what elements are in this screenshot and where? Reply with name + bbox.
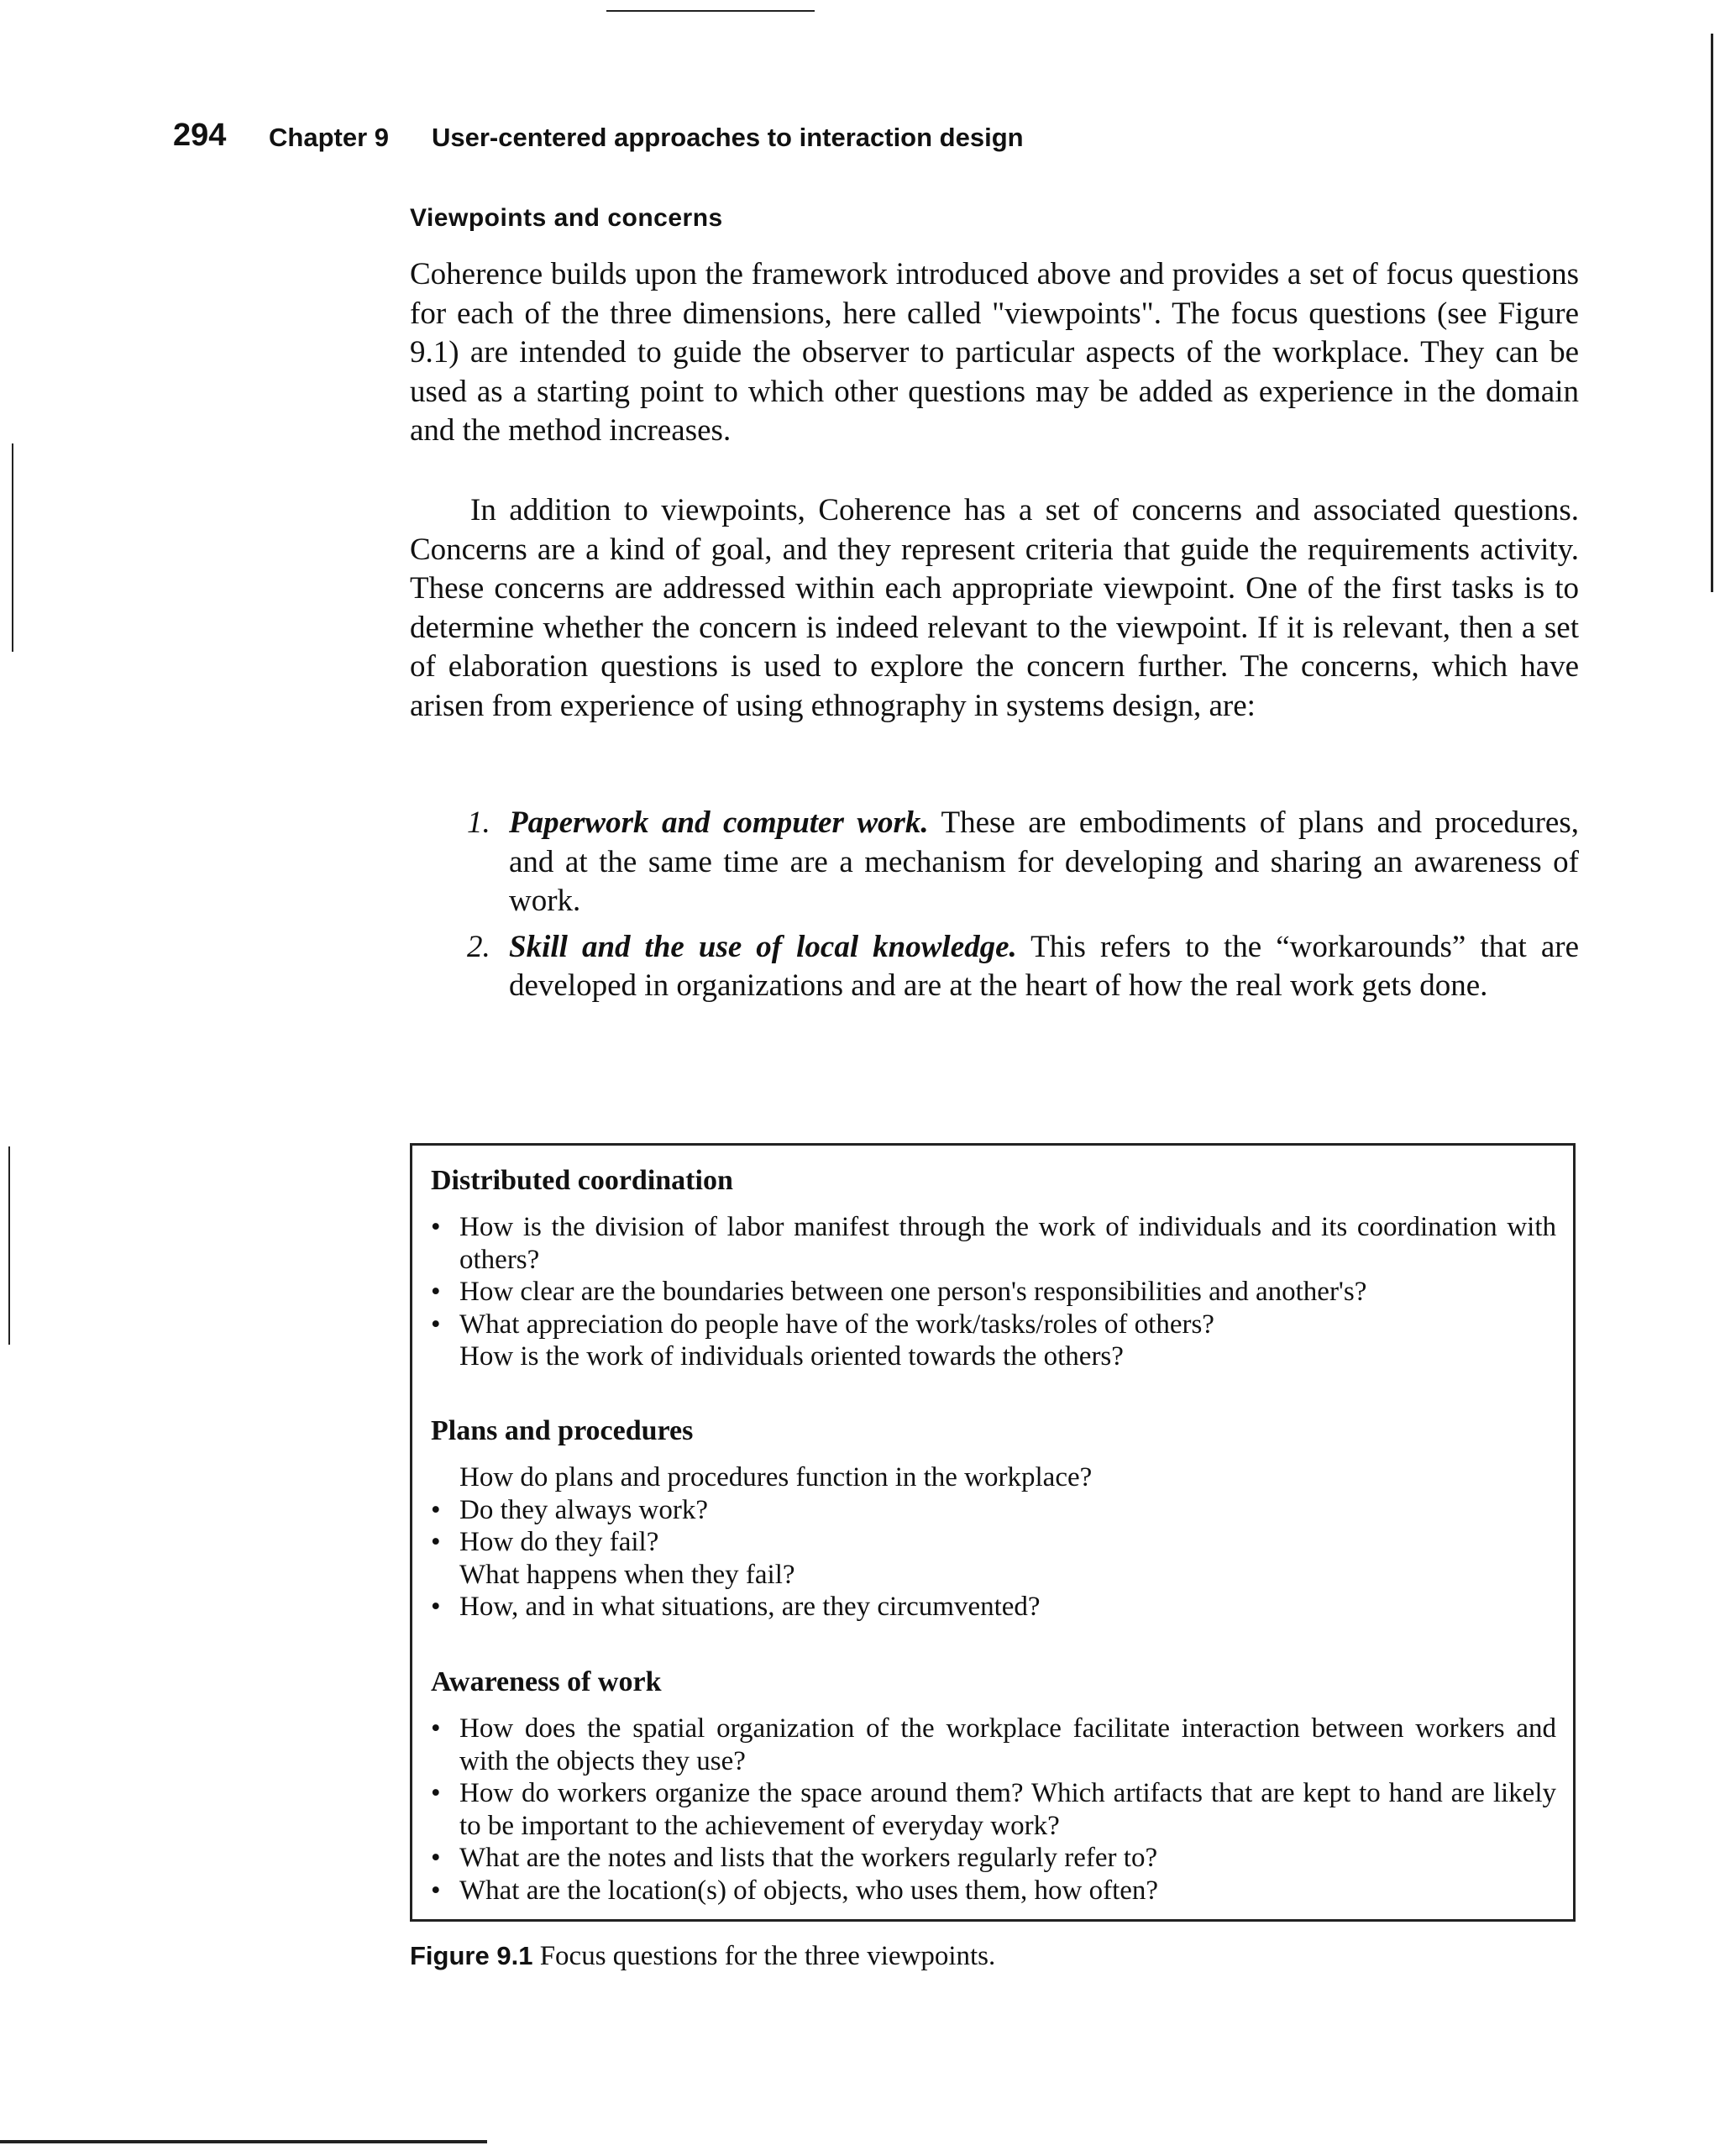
question-text: What appreciation do people have of the work/tasks/roles of others?	[459, 1309, 1214, 1340]
figure-question	[431, 1309, 1556, 1341]
figure-box	[410, 1143, 1576, 1922]
bullet: •	[431, 1527, 441, 1557]
scan-line-left-margin-1	[12, 443, 13, 652]
question-text: How does the spatial organization of the workplace facilitate interaction between workers and with the objects they use?	[459, 1713, 1556, 1776]
figure-question	[431, 1713, 1556, 1777]
figure-section-plans-and-procedures	[431, 1413, 1556, 1624]
figure-question	[431, 1276, 1556, 1309]
figure-question	[431, 1526, 1556, 1559]
figure-section-awareness-of-work	[431, 1664, 1556, 1907]
chapter-title: User-centered approaches to interaction design	[432, 123, 1024, 152]
concern-text: These are embodiments of plans and procedures, and at the same time are a mechanism for developing and sharing an awareness of work.	[509, 805, 1579, 918]
figure-question	[431, 1591, 1556, 1624]
question-text: How, and in what situations, are they circumvented?	[459, 1592, 1041, 1622]
paragraph-concerns: In addition to viewpoints, Coherence has a set of concerns and associated questions. Concerns are a kind of goal, and they represent criteria that guide the requirements activity. These concerns are addressed within each appropriate viewpoint. One of the first tasks is to determine whether the concern is indeed relevant to the viewpoint. If it is relevant, then a set of elaboration questions is used to explore the concern further. The concerns, which have arisen from experience of using ethnography in systems design, are:	[410, 493, 1579, 723]
question-text: How do workers organize the space around them? Which artifacts that are kept to hand are likely to be important to the achievement of everyday work?	[459, 1778, 1556, 1841]
bullet: •	[431, 1277, 441, 1307]
figure-question	[431, 1340, 1556, 1373]
question-text: What are the location(s) of objects, who uses them, how often?	[459, 1875, 1159, 1906]
concern-term: Skill and the use of local knowledge.	[509, 929, 1017, 964]
figure-caption-text: Focus questions for the three viewpoints.	[539, 1941, 996, 1971]
bullet: •	[431, 1778, 441, 1808]
figure-question	[431, 1875, 1556, 1907]
figure-question	[431, 1559, 1556, 1592]
chapter-label: Chapter 9	[269, 123, 389, 152]
section-title: Viewpoints and concerns	[410, 204, 723, 232]
question-text: How do they fail?	[459, 1527, 659, 1557]
scan-line-top	[606, 10, 815, 12]
bullet: •	[431, 1212, 441, 1242]
scan-line-bottom	[0, 2140, 487, 2143]
figure-question	[431, 1461, 1556, 1494]
concern-number: 2.	[467, 929, 490, 964]
concern-term: Paperwork and computer work.	[509, 805, 929, 840]
question-text: How is the division of labor manifest through the work of individuals and its coordination with others?	[459, 1212, 1556, 1275]
figure-question-list	[431, 1461, 1556, 1624]
paragraph-viewpoints: Coherence builds upon the framework introduced above and provides a set of focus questions for each of the three dimensions, here called "viewpoints". The focus questions (see Figure 9.1) are intended to guide the observer to particular aspects of the workplace. They can be used as a starting point to which other questions may be added as experience in the domain and the method increases.	[410, 257, 1579, 448]
bullet: •	[431, 1843, 441, 1873]
figure-question-list	[431, 1211, 1556, 1373]
question-text: How is the work of individuals oriented towards the others?	[459, 1341, 1124, 1372]
question-text: What are the notes and lists that the workers regularly refer to?	[459, 1843, 1158, 1873]
figure-section-distributed-coordination	[431, 1162, 1556, 1373]
figure-caption-label: Figure 9.1	[410, 1941, 533, 1970]
scan-line-right-edge	[1711, 34, 1713, 592]
figure-question	[431, 1777, 1556, 1842]
bullet: •	[431, 1713, 441, 1744]
figure-question	[431, 1211, 1556, 1276]
concern-item	[410, 928, 1579, 1006]
figure-section-heading: Plans and procedures	[431, 1415, 694, 1446]
bullet: •	[431, 1494, 441, 1525]
bullet: •	[431, 1592, 441, 1622]
scan-line-left-margin-2	[8, 1146, 10, 1345]
figure-section-heading: Distributed coordination	[431, 1165, 733, 1196]
concern-number: 1.	[467, 805, 490, 840]
concern-item	[410, 804, 1579, 921]
bullet: •	[431, 1875, 441, 1906]
question-text: How clear are the boundaries between one person's responsibilities and another's?	[459, 1277, 1367, 1307]
question-text: How do plans and procedures function in the workplace?	[459, 1462, 1093, 1492]
concern-text: This refers to the “workarounds” that are developed in organizations and are at the heart of how the real work gets done.	[509, 929, 1579, 1003]
page-number: 294	[173, 118, 227, 153]
figure-question	[431, 1842, 1556, 1875]
concerns-list	[410, 804, 1579, 1013]
figure-question-list	[431, 1713, 1556, 1907]
question-text: Do they always work?	[459, 1494, 709, 1525]
question-text: What happens when they fail?	[459, 1559, 795, 1590]
figure-question	[431, 1494, 1556, 1527]
bullet: •	[431, 1309, 441, 1340]
figure-caption	[410, 1941, 995, 1972]
figure-section-heading: Awareness of work	[431, 1666, 662, 1697]
